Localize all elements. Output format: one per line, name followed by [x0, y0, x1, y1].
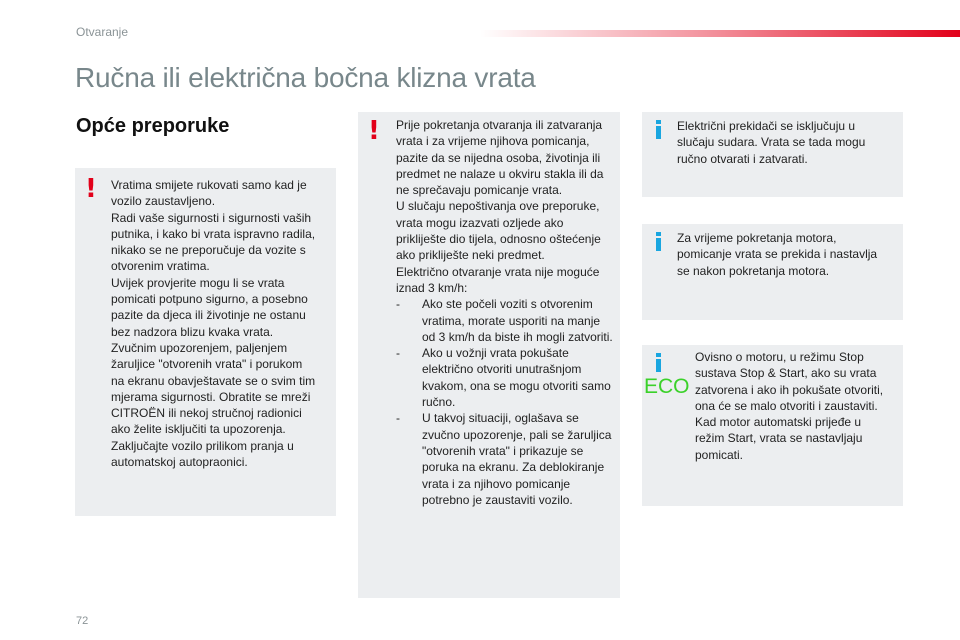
text-line: Za vrijeme pokretanja motora,	[677, 231, 837, 245]
warning-icon: !	[368, 116, 380, 146]
header-accent-bar	[480, 30, 960, 37]
text-line: Uvijek provjerite mogu li se vrata	[111, 275, 285, 290]
warning-box-general	[75, 168, 336, 516]
info-text	[677, 118, 865, 167]
text-line: na ekranu obavještavate se o svim tim	[111, 373, 316, 388]
bullet-item	[396, 345, 613, 410]
info-text	[695, 349, 883, 463]
text-line: Električni prekidači se isključuju u	[677, 119, 856, 133]
page-number: 72	[76, 615, 89, 627]
text-line: Ako u vožnji vrata pokušate	[422, 346, 569, 361]
warning-icon: !	[85, 174, 97, 204]
text-line: potrebno je zaustaviti vozilo.	[422, 492, 573, 507]
text-line: zvučno upozorenje, pali se žaruljica	[422, 427, 612, 442]
section-label: Otvaranje	[76, 25, 129, 39]
text-line: ona će se malo otvoriti i zaustaviti.	[695, 398, 878, 413]
text-line: ako želite isključiti ta upozorenja.	[111, 422, 286, 437]
text-line: Zvučnim upozorenjem, paljenjem	[111, 340, 288, 355]
text-line: vozilo zaustavljeno.	[111, 194, 216, 209]
text-line: ručno otvarati i zatvarati.	[677, 151, 808, 166]
bullet-dash: -	[396, 297, 400, 312]
text-line: U slučaju nepoštivanja ove preporuke,	[396, 199, 600, 214]
warning-box-movement	[358, 112, 620, 598]
text-line: se nakon pokretanja motora.	[677, 263, 830, 278]
text-line: predmet ne nalaze u okviru stakla ili da	[396, 166, 604, 181]
text-line: pomicati potpuno sigurno, a posebno	[111, 292, 308, 307]
text-line: Vratima smijete rukovati samo kad je	[111, 178, 307, 192]
text-line: Ovisno o motoru, u režimu Stop	[695, 350, 864, 364]
text-line: bez nadzora blizu kvaka vrata.	[111, 324, 274, 339]
text-line: priklijеšte dio tijela, odnosno oštećenje	[396, 232, 601, 247]
text-line: mjerama sigurnosti. Obratite se mreži	[111, 389, 311, 404]
text-line: zatvorena i ako ih pokušate otvoriti,	[695, 382, 884, 397]
text-line: ako priklijеšte neki predmet.	[396, 248, 545, 263]
text-line: nikako se ne preporučuje da vozite s	[111, 243, 306, 258]
bullet-dash: -	[396, 411, 400, 426]
text-line: Ako ste počeli voziti s otvorenim	[422, 297, 593, 312]
text-line: vratima, morate usporiti na manje	[422, 313, 601, 328]
text-line: "otvorenih vrata" i prikazuje se	[422, 443, 584, 458]
text-line: pomicanje vrata se prekida i nastavlja	[677, 247, 878, 262]
text-line: od 3 km/h da biste ih mogli zatvoriti.	[422, 329, 613, 344]
text-line: vrata i za njihovo pomicanje	[422, 476, 571, 491]
text-line: automatskoj autopraonici.	[111, 455, 248, 470]
text-line: poruka na ekranu. Za deblokiranje	[422, 460, 605, 475]
info-text	[677, 230, 877, 279]
text-line: ne sprečavaju pomicanje vrata.	[396, 183, 563, 198]
text-line: režim Start, vrata se nastavljaju	[695, 431, 863, 446]
info-box-engine-start	[642, 224, 903, 320]
text-line: Radi vaše sigurnosti i sigurnosti vaših	[111, 210, 312, 225]
eco-icon: ECO	[644, 375, 690, 398]
bullet-item	[396, 296, 613, 345]
text-line: vrata i za vrijeme njihova pomicanja,	[396, 134, 590, 149]
info-icon	[656, 353, 661, 372]
text-line: kvakom, ona se mogu otvoriti samo	[422, 378, 611, 393]
text-line: ručno.	[422, 395, 456, 410]
text-line: vrata mogu izazvati ozljede ako	[396, 215, 564, 230]
section-heading: Opće preporuke	[76, 115, 230, 137]
bullet-item	[396, 410, 613, 508]
text-line: CITROËN ili nekoj stručnoj radionici	[111, 406, 302, 421]
page-title: Ručna ili električna bočna klizna vrata	[75, 62, 536, 93]
bullet-dash: -	[396, 346, 400, 361]
info-icon	[656, 232, 661, 251]
text-line: Prije pokretanja otvaranja ili zatvaranja	[396, 118, 603, 132]
text-line: putnika, i kako bi vrata ispravno radila,	[111, 226, 316, 241]
text-line: otvorenim vratima.	[111, 259, 210, 274]
text-line: Električno otvaranje vrata nije moguće	[396, 264, 600, 279]
text-line: slučaju sudara. Vrata se tada mogu	[677, 135, 866, 150]
text-line: U takvoj situaciji, oglašava se	[422, 411, 579, 426]
text-line: iznad 3 km/h:	[396, 280, 468, 295]
text-line: Zaključajte vozilo prilikom pranja u	[111, 438, 294, 453]
text-line: pazite da djeca ili životinje ne ostanu	[111, 308, 306, 323]
warning-text	[111, 177, 315, 470]
text-line: pazite da se nijedna osoba, životinja ili	[396, 150, 601, 165]
text-line: sustava Stop & Start, ako su vrata	[695, 366, 877, 381]
warning-text	[396, 117, 613, 508]
text-line: pomicati.	[695, 447, 744, 462]
info-box-stop-start	[642, 345, 903, 506]
text-line: žaruljice "otvorenih vrata" i porukom	[111, 357, 303, 372]
text-line: Kad motor automatski prijeđe u	[695, 415, 862, 430]
text-line: električno otvoriti unutrašnjom	[422, 362, 582, 377]
info-box-crash	[642, 112, 903, 197]
info-icon	[656, 120, 661, 139]
